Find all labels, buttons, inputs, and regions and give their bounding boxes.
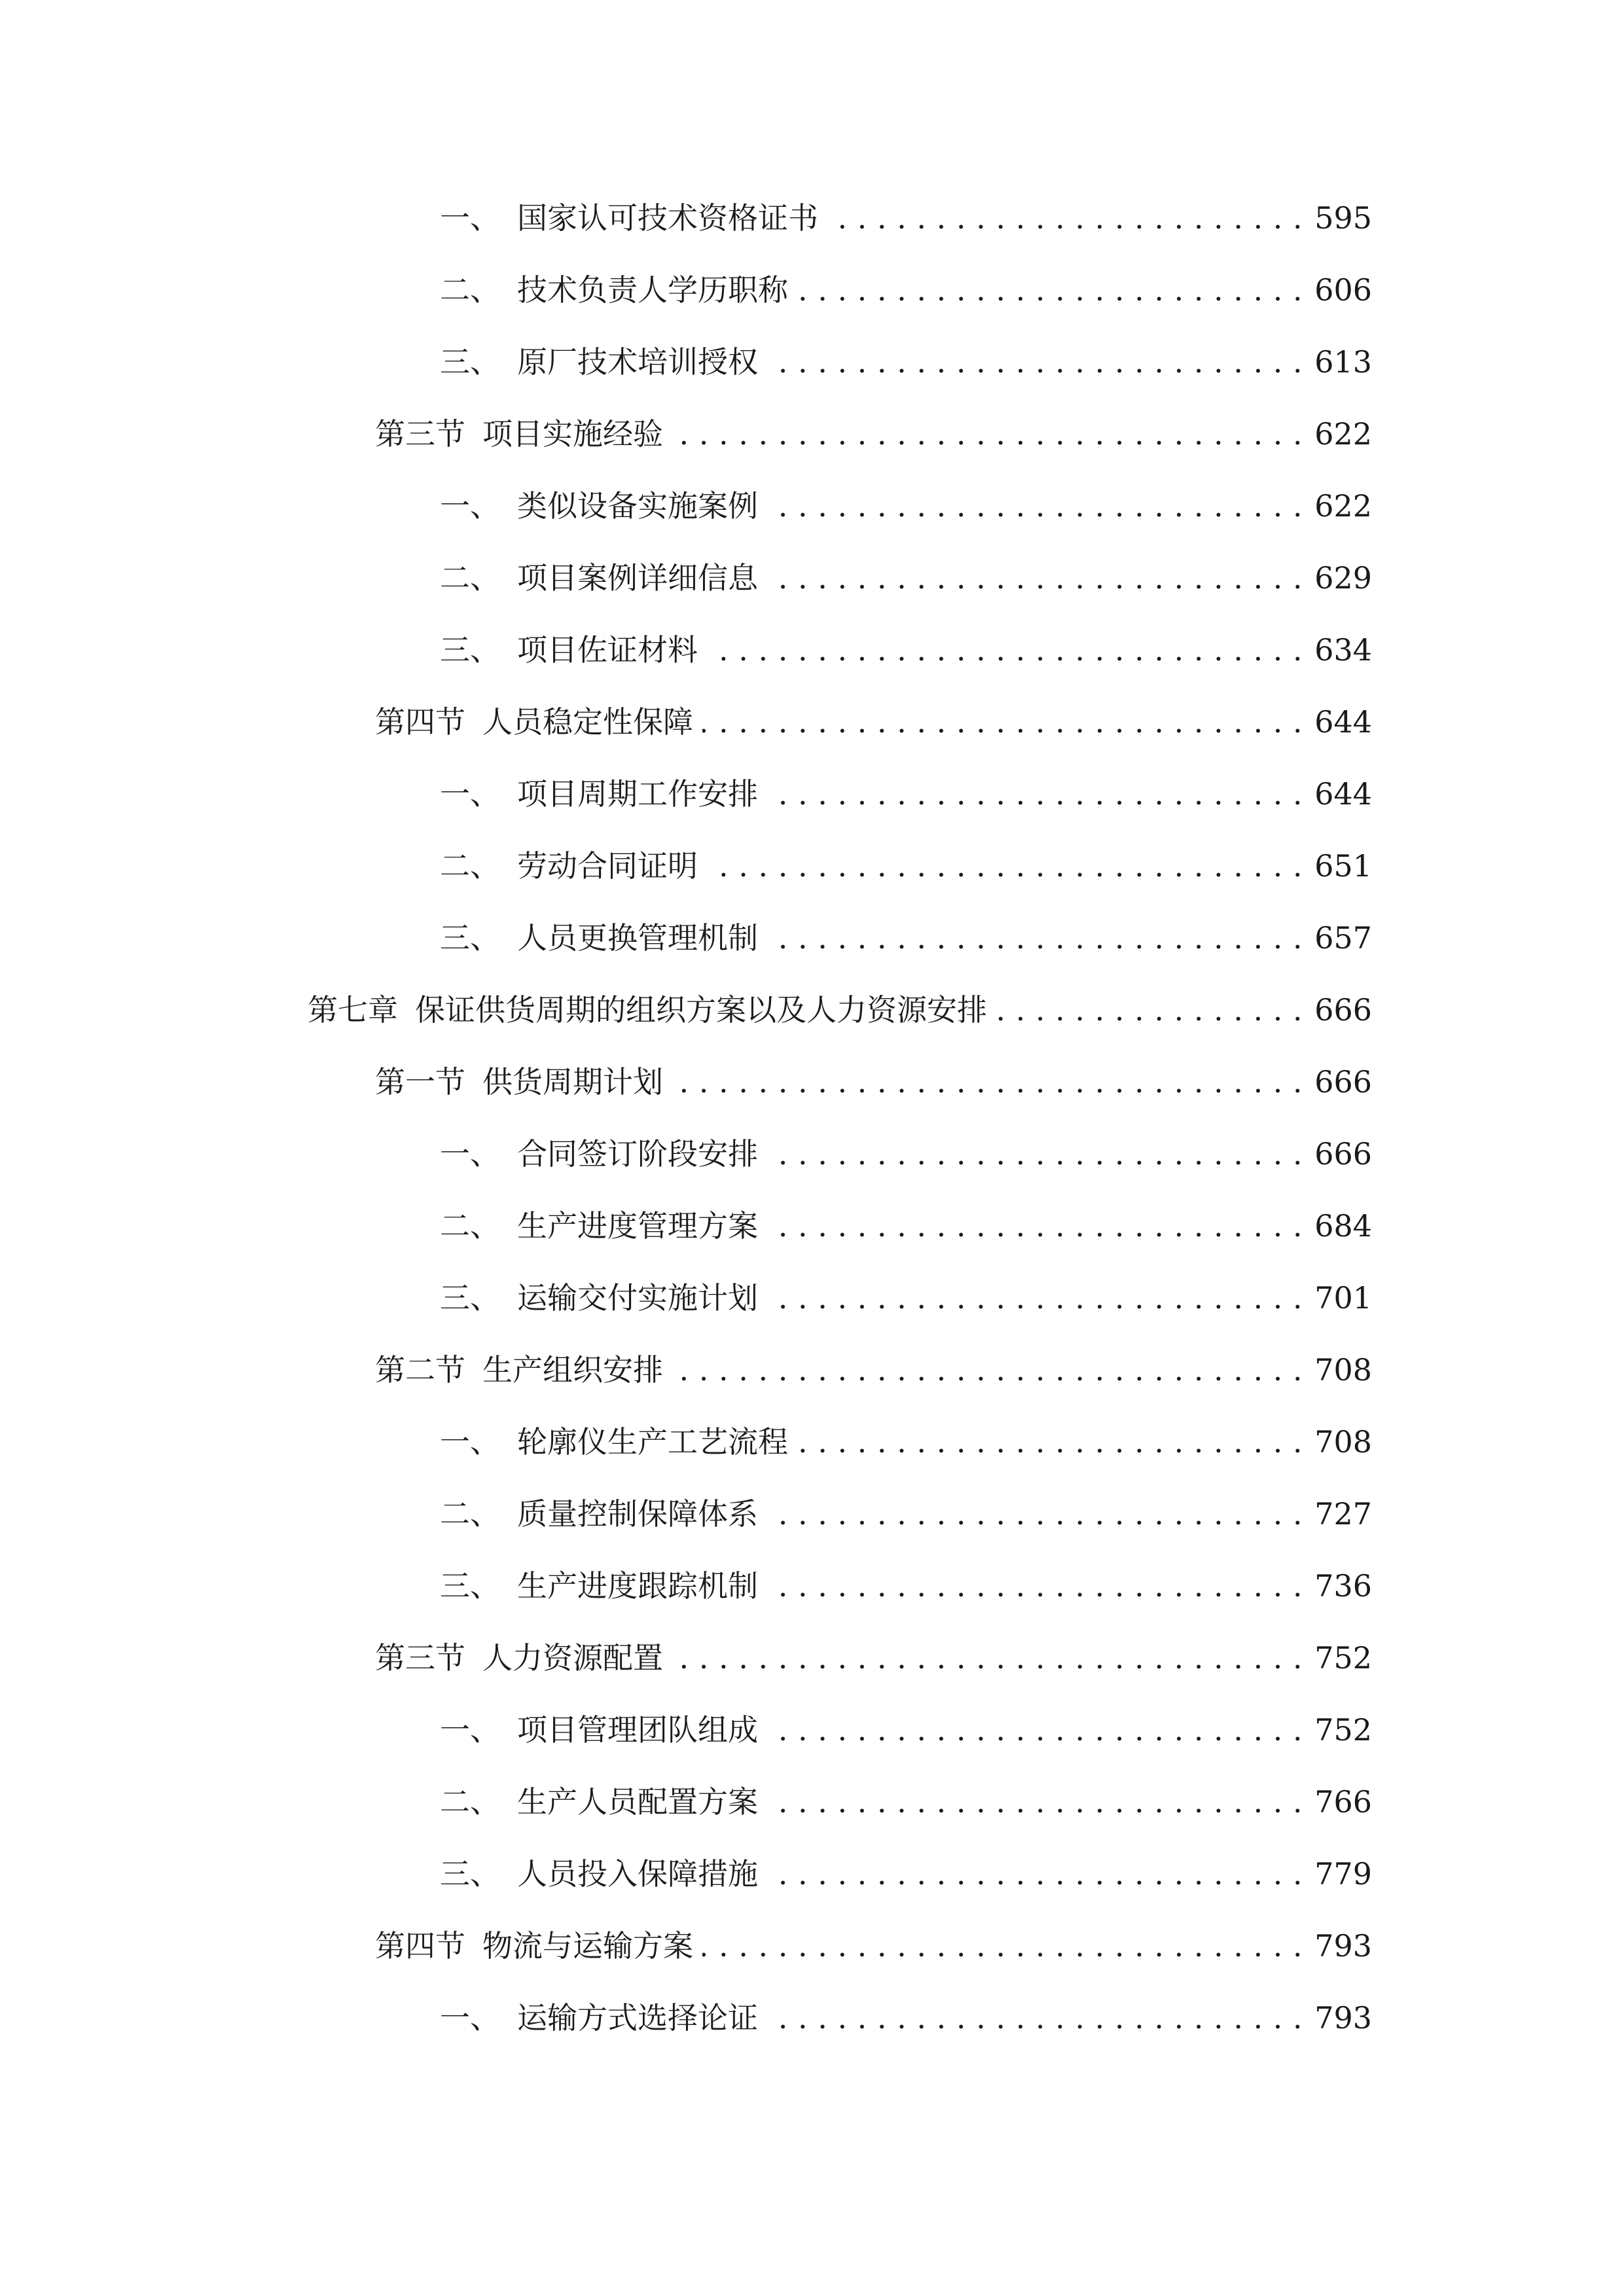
toc-entry[interactable] [0,542,1624,614]
toc-entry-number: 一、 [440,776,500,812]
dot-leader [767,1568,1303,1604]
toc-entry-title: 国家认可技术资格证书 [517,200,818,236]
toc-entry-number: 二、 [440,1496,500,1532]
toc-entry-number: 二、 [440,560,500,596]
toc-entry-number: 三、 [440,920,500,956]
toc-entry-title: 合同签订阶段安排 [517,1136,758,1172]
toc-entry[interactable] [0,1406,1624,1478]
dot-leader [767,776,1303,812]
toc-entry-title: 运输方式选择论证 [517,2000,758,2036]
dot-leader [702,704,1303,740]
dot-leader [707,848,1303,884]
toc-entry-page-number: 651 [1314,848,1372,884]
dot-leader [767,560,1303,596]
toc-entry-page-number: 644 [1314,704,1372,740]
toc-entry-number: 一、 [440,1136,500,1172]
toc-entry-number: 一、 [440,1712,500,1748]
dot-leader [797,1424,1303,1460]
table-of-contents [0,182,1624,2054]
toc-entry-page-number: 779 [1314,1856,1372,1892]
dot-leader [797,272,1303,308]
toc-entry-page-number: 708 [1314,1352,1372,1388]
toc-entry[interactable] [0,1190,1624,1262]
toc-entry-title: 劳动合同证明 [517,848,698,884]
toc-entry[interactable] [0,1694,1624,1766]
toc-entry[interactable] [0,1046,1624,1118]
toc-entry-number: 三、 [440,1856,500,1892]
toc-entry-page-number: 622 [1314,416,1372,452]
dot-leader [827,200,1303,236]
toc-entry-number: 一、 [440,1424,500,1460]
toc-entry[interactable] [0,1334,1624,1406]
toc-entry-page-number: 606 [1314,272,1372,308]
toc-entry-number: 二、 [440,1784,500,1820]
toc-entry-number: 第二节 [375,1352,465,1388]
toc-entry-title: 生产组织安排 [482,1352,663,1388]
dot-leader [767,344,1303,380]
dot-leader [767,2000,1303,2036]
toc-entry-page-number: 657 [1314,920,1372,956]
toc-entry-page-number: 666 [1314,1136,1372,1172]
dot-leader [702,1928,1303,1964]
toc-entry[interactable] [0,470,1624,542]
dot-leader [707,632,1303,668]
toc-entry-number: 三、 [440,344,500,380]
toc-entry[interactable] [0,758,1624,830]
toc-entry-title: 项目案例详细信息 [517,560,758,596]
toc-entry[interactable] [0,398,1624,470]
toc-entry-number: 三、 [440,1280,500,1316]
toc-entry[interactable] [0,1262,1624,1334]
toc-entry[interactable] [0,1766,1624,1838]
toc-entry-title: 项目实施经验 [482,416,663,452]
toc-entry-page-number: 727 [1314,1496,1372,1532]
toc-entry[interactable] [0,974,1624,1046]
toc-entry-title: 技术负责人学历职称 [517,272,788,308]
toc-entry-title: 人力资源配置 [482,1640,663,1676]
toc-entry-number: 第三节 [375,1640,465,1676]
toc-entry-number: 第七章 [308,992,398,1028]
toc-entry[interactable] [0,1478,1624,1550]
toc-entry-number: 二、 [440,848,500,884]
dot-leader [767,1712,1303,1748]
toc-entry-number: 第一节 [375,1064,465,1100]
toc-entry[interactable] [0,254,1624,326]
toc-entry-title: 质量控制保障体系 [517,1496,758,1532]
toc-entry[interactable] [0,1982,1624,2054]
dot-leader [767,920,1303,956]
toc-entry[interactable] [0,1910,1624,1982]
toc-entry[interactable] [0,902,1624,974]
toc-entry-number: 三、 [440,1568,500,1604]
toc-entry-page-number: 684 [1314,1208,1372,1244]
toc-entry[interactable] [0,686,1624,758]
dot-leader [767,1496,1303,1532]
toc-entry-page-number: 666 [1314,1064,1372,1100]
toc-entry-title: 运输交付实施计划 [517,1280,758,1316]
toc-entry-title: 项目周期工作安排 [517,776,758,812]
dot-leader [767,488,1303,524]
toc-entry-number: 第三节 [375,416,465,452]
toc-entry[interactable] [0,1838,1624,1910]
dot-leader [672,1640,1303,1676]
toc-entry-title: 轮廓仪生产工艺流程 [517,1424,788,1460]
toc-entry-title: 生产进度管理方案 [517,1208,758,1244]
toc-entry-page-number: 708 [1314,1424,1372,1460]
toc-entry-page-number: 701 [1314,1280,1372,1316]
toc-entry-page-number: 793 [1314,1928,1372,1964]
toc-entry-title: 人员稳定性保障 [482,704,693,740]
toc-entry-page-number: 793 [1314,2000,1372,2036]
dot-leader [767,1784,1303,1820]
toc-entry-title: 类似设备实施案例 [517,488,758,524]
dot-leader [672,416,1303,452]
toc-entry-title: 保证供货周期的组织方案以及人力资源安排 [415,992,987,1028]
toc-entry-page-number: 622 [1314,488,1372,524]
toc-entry-title: 物流与运输方案 [482,1928,693,1964]
toc-entry[interactable] [0,1622,1624,1694]
toc-entry-number: 第四节 [375,704,465,740]
toc-entry[interactable] [0,614,1624,686]
toc-entry[interactable] [0,830,1624,902]
toc-entry[interactable] [0,326,1624,398]
dot-leader [672,1352,1303,1388]
toc-entry-page-number: 634 [1314,632,1372,668]
toc-entry-title: 生产进度跟踪机制 [517,1568,758,1604]
toc-entry-page-number: 752 [1314,1712,1372,1748]
toc-entry-title: 项目管理团队组成 [517,1712,758,1748]
toc-entry-page-number: 752 [1314,1640,1372,1676]
toc-entry-number: 三、 [440,632,500,668]
toc-entry[interactable] [0,1118,1624,1190]
toc-entry-page-number: 666 [1314,992,1372,1028]
dot-leader [672,1064,1303,1100]
toc-entry-number: 二、 [440,272,500,308]
toc-entry-number: 一、 [440,488,500,524]
toc-entry-title: 人员更换管理机制 [517,920,758,956]
toc-entry-title: 生产人员配置方案 [517,1784,758,1820]
toc-entry-number: 一、 [440,2000,500,2036]
dot-leader [996,992,1303,1028]
toc-entry-page-number: 613 [1314,344,1372,380]
toc-entry-page-number: 644 [1314,776,1372,812]
toc-entry[interactable] [0,182,1624,254]
dot-leader [767,1136,1303,1172]
toc-entry-title: 项目佐证材料 [517,632,698,668]
toc-entry-page-number: 736 [1314,1568,1372,1604]
toc-entry[interactable] [0,1550,1624,1622]
dot-leader [767,1856,1303,1892]
toc-entry-title: 人员投入保障措施 [517,1856,758,1892]
toc-entry-number: 一、 [440,200,500,236]
toc-entry-title: 原厂技术培训授权 [517,344,758,380]
dot-leader [767,1208,1303,1244]
toc-entry-number: 二、 [440,1208,500,1244]
toc-entry-title: 供货周期计划 [482,1064,663,1100]
dot-leader [767,1280,1303,1316]
toc-entry-page-number: 629 [1314,560,1372,596]
toc-entry-number: 第四节 [375,1928,465,1964]
toc-entry-page-number: 766 [1314,1784,1372,1820]
toc-entry-page-number: 595 [1314,200,1372,236]
